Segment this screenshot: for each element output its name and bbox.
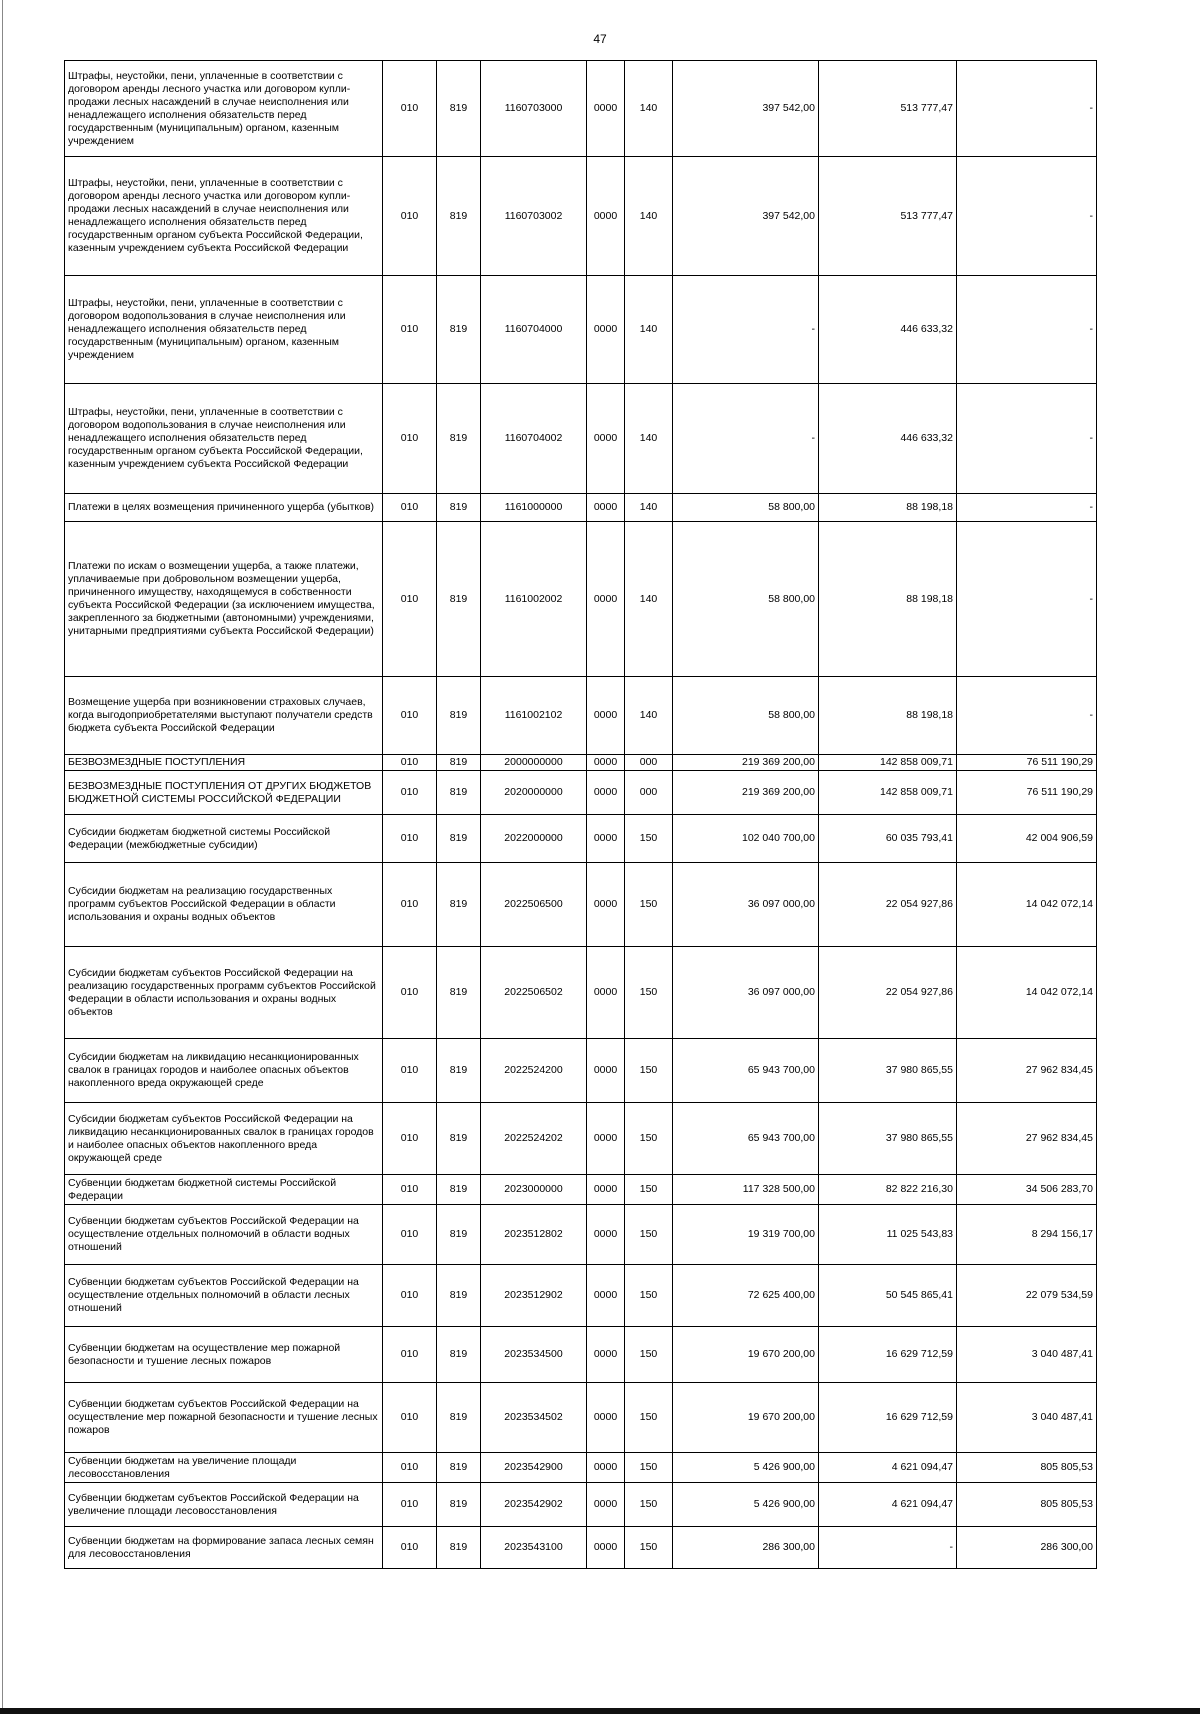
- row-remaining: 805 805,53: [957, 1483, 1097, 1527]
- row-assigned: 58 800,00: [673, 494, 819, 522]
- row-code-4: 150: [625, 863, 673, 947]
- row-remaining: 27 962 834,45: [957, 1103, 1097, 1175]
- row-remaining: 3 040 487,41: [957, 1327, 1097, 1383]
- row-code-3: 0000: [587, 1483, 625, 1527]
- row-kbk: 1161002102: [481, 677, 587, 755]
- row-code-4: 150: [625, 1383, 673, 1453]
- row-executed: 60 035 793,41: [819, 815, 957, 863]
- row-code-3: 0000: [587, 1175, 625, 1205]
- table-row: [65, 1453, 1097, 1483]
- row-executed: 11 025 543,83: [819, 1205, 957, 1265]
- row-remaining: -: [957, 677, 1097, 755]
- row-remaining: -: [957, 494, 1097, 522]
- row-executed: 37 980 865,55: [819, 1039, 957, 1103]
- row-kbk: 1160703000: [481, 61, 587, 157]
- row-code-2: 819: [437, 771, 481, 815]
- row-code-2: 819: [437, 1327, 481, 1383]
- row-executed: 446 633,32: [819, 384, 957, 494]
- row-assigned: 72 625 400,00: [673, 1265, 819, 1327]
- row-assigned: 397 542,00: [673, 61, 819, 157]
- row-executed: 446 633,32: [819, 276, 957, 384]
- row-code-4: 150: [625, 1483, 673, 1527]
- row-code-2: 819: [437, 1483, 481, 1527]
- row-code-4: 140: [625, 522, 673, 677]
- row-kbk: 1161002002: [481, 522, 587, 677]
- table-row: [65, 677, 1097, 755]
- row-kbk: 2020000000: [481, 771, 587, 815]
- row-kbk: 1160704000: [481, 276, 587, 384]
- row-code-2: 819: [437, 1383, 481, 1453]
- row-remaining: -: [957, 157, 1097, 276]
- row-code-3: 0000: [587, 384, 625, 494]
- row-code-2: 819: [437, 1039, 481, 1103]
- row-code-4: 150: [625, 1205, 673, 1265]
- row-name: Штрафы, неустойки, пени, уплаченные в соответствии с договором водопользования в случае неисполнения или ненадлежащего исполнения обязательств перед государственным (муниципальным) органом, казенным учреждением: [65, 276, 383, 384]
- row-code-4: 140: [625, 384, 673, 494]
- row-code-1: 010: [383, 276, 437, 384]
- row-name: Субвенции бюджетам на формирование запаса лесных семян для лесовосстановления: [65, 1527, 383, 1569]
- row-code-4: 150: [625, 1265, 673, 1327]
- row-remaining: -: [957, 522, 1097, 677]
- row-code-4: 150: [625, 1175, 673, 1205]
- table-row: [65, 157, 1097, 276]
- row-name: Субвенции бюджетам субъектов Российской Федерации на увеличение площади лесовосстановления: [65, 1483, 383, 1527]
- row-code-3: 0000: [587, 1265, 625, 1327]
- row-code-1: 010: [383, 863, 437, 947]
- row-code-3: 0000: [587, 771, 625, 815]
- table-row: [65, 61, 1097, 157]
- row-remaining: 76 511 190,29: [957, 755, 1097, 771]
- revenue-table: [64, 60, 1097, 1569]
- row-executed: 142 858 009,71: [819, 755, 957, 771]
- row-remaining: 76 511 190,29: [957, 771, 1097, 815]
- row-assigned: 19 670 200,00: [673, 1327, 819, 1383]
- row-kbk: 2000000000: [481, 755, 587, 771]
- row-name: Платежи в целях возмещения причиненного ущерба (убытков): [65, 494, 383, 522]
- row-remaining: 14 042 072,14: [957, 863, 1097, 947]
- row-code-3: 0000: [587, 677, 625, 755]
- table-row: [65, 1383, 1097, 1453]
- row-code-3: 0000: [587, 276, 625, 384]
- row-code-2: 819: [437, 276, 481, 384]
- row-name: Штрафы, неустойки, пени, уплаченные в соответствии с договором аренды лесного участка или договором купли-продажи лесных насаждений в случае неисполнения или ненадлежащего исполнения обязательств перед государственным (муниципальным) органом, казенным учреждением: [65, 61, 383, 157]
- row-code-4: 150: [625, 1103, 673, 1175]
- row-kbk: 2023512802: [481, 1205, 587, 1265]
- row-code-3: 0000: [587, 157, 625, 276]
- row-code-4: 150: [625, 1039, 673, 1103]
- row-assigned: 219 369 200,00: [673, 771, 819, 815]
- row-kbk: 2022506500: [481, 863, 587, 947]
- row-assigned: 219 369 200,00: [673, 755, 819, 771]
- table-row: [65, 494, 1097, 522]
- row-code-4: 140: [625, 276, 673, 384]
- row-kbk: 2023000000: [481, 1175, 587, 1205]
- row-name: БЕЗВОЗМЕЗДНЫЕ ПОСТУПЛЕНИЯ: [65, 755, 383, 771]
- row-executed: 16 629 712,59: [819, 1383, 957, 1453]
- table-row: [65, 755, 1097, 771]
- row-remaining: -: [957, 384, 1097, 494]
- row-remaining: 3 040 487,41: [957, 1383, 1097, 1453]
- row-remaining: 14 042 072,14: [957, 947, 1097, 1039]
- row-kbk: 2023542902: [481, 1483, 587, 1527]
- row-remaining: 8 294 156,17: [957, 1205, 1097, 1265]
- row-code-1: 010: [383, 755, 437, 771]
- row-name: Штрафы, неустойки, пени, уплаченные в соответствии с договором водопользования в случае неисполнения или ненадлежащего исполнения обязательств перед государственным органом субъекта Российской Федерации, казенным учреждением субъекта Российской Федерации: [65, 384, 383, 494]
- row-code-2: 819: [437, 522, 481, 677]
- row-executed: 82 822 216,30: [819, 1175, 957, 1205]
- row-executed: 50 545 865,41: [819, 1265, 957, 1327]
- table-row: [65, 276, 1097, 384]
- row-code-1: 010: [383, 1103, 437, 1175]
- row-code-3: 0000: [587, 61, 625, 157]
- row-executed: 513 777,47: [819, 157, 957, 276]
- table-row: [65, 863, 1097, 947]
- row-remaining: 22 079 534,59: [957, 1265, 1097, 1327]
- row-kbk: 1161000000: [481, 494, 587, 522]
- row-code-4: 000: [625, 755, 673, 771]
- row-code-2: 819: [437, 1175, 481, 1205]
- row-name: Субвенции бюджетам субъектов Российской Федерации на осуществление отдельных полномочий в области лесных отношений: [65, 1265, 383, 1327]
- row-code-4: 140: [625, 157, 673, 276]
- row-code-4: 000: [625, 771, 673, 815]
- row-assigned: 117 328 500,00: [673, 1175, 819, 1205]
- row-assigned: 397 542,00: [673, 157, 819, 276]
- row-name: Субвенции бюджетам на осуществление мер пожарной безопасности и тушение лесных пожаров: [65, 1327, 383, 1383]
- row-executed: 4 621 094,47: [819, 1483, 957, 1527]
- row-code-1: 010: [383, 522, 437, 677]
- row-code-3: 0000: [587, 1205, 625, 1265]
- row-name: Штрафы, неустойки, пени, уплаченные в соответствии с договором аренды лесного участка или договором купли-продажи лесных насаждений в случае неисполнения или ненадлежащего исполнения обязательств перед государственным органом субъекта Российской Федерации, казенным учреждением субъекта Российской Федерации: [65, 157, 383, 276]
- row-assigned: 102 040 700,00: [673, 815, 819, 863]
- row-remaining: 27 962 834,45: [957, 1039, 1097, 1103]
- row-executed: 142 858 009,71: [819, 771, 957, 815]
- row-code-3: 0000: [587, 522, 625, 677]
- row-name: Платежи по искам о возмещении ущерба, а также платежи, уплачиваемые при добровольном возмещении ущерба, причиненного имуществу, находящемуся в собственности субъекта Российской Федерации (за исключением имущества, закрепленного за бюджетными (автономными) учреждениями, унитарными предприятиями субъекта Российской Федерации): [65, 522, 383, 677]
- row-code-1: 010: [383, 157, 437, 276]
- row-assigned: 19 670 200,00: [673, 1383, 819, 1453]
- row-code-1: 010: [383, 1327, 437, 1383]
- row-code-3: 0000: [587, 863, 625, 947]
- row-executed: -: [819, 1527, 957, 1569]
- row-code-1: 010: [383, 771, 437, 815]
- row-executed: 37 980 865,55: [819, 1103, 957, 1175]
- row-assigned: 19 319 700,00: [673, 1205, 819, 1265]
- row-code-2: 819: [437, 1265, 481, 1327]
- row-executed: 16 629 712,59: [819, 1327, 957, 1383]
- row-kbk: 2023542900: [481, 1453, 587, 1483]
- row-assigned: 36 097 000,00: [673, 863, 819, 947]
- row-executed: 88 198,18: [819, 494, 957, 522]
- row-code-3: 0000: [587, 494, 625, 522]
- row-code-2: 819: [437, 947, 481, 1039]
- row-code-4: 150: [625, 1527, 673, 1569]
- row-code-2: 819: [437, 677, 481, 755]
- row-name: Субсидии бюджетам на ликвидацию несанкционированных свалок в границах городов и наиболее опасных объектов накопленного вреда окружающей среде: [65, 1039, 383, 1103]
- row-code-1: 010: [383, 1383, 437, 1453]
- row-code-1: 010: [383, 494, 437, 522]
- row-code-1: 010: [383, 1453, 437, 1483]
- row-code-3: 0000: [587, 1453, 625, 1483]
- row-code-3: 0000: [587, 1383, 625, 1453]
- row-kbk: 2022524200: [481, 1039, 587, 1103]
- table-row: [65, 1175, 1097, 1205]
- row-remaining: -: [957, 61, 1097, 157]
- table-row: [65, 384, 1097, 494]
- row-kbk: 1160704002: [481, 384, 587, 494]
- row-kbk: 2023534500: [481, 1327, 587, 1383]
- row-code-2: 819: [437, 61, 481, 157]
- row-assigned: 65 943 700,00: [673, 1039, 819, 1103]
- row-code-2: 819: [437, 815, 481, 863]
- row-code-1: 010: [383, 384, 437, 494]
- row-code-1: 010: [383, 947, 437, 1039]
- row-kbk: 2023543100: [481, 1527, 587, 1569]
- row-name: Субвенции бюджетам на увеличение площади лесовосстановления: [65, 1453, 383, 1483]
- row-executed: 22 054 927,86: [819, 947, 957, 1039]
- row-assigned: 58 800,00: [673, 677, 819, 755]
- row-code-3: 0000: [587, 1103, 625, 1175]
- row-code-4: 150: [625, 947, 673, 1039]
- row-assigned: 58 800,00: [673, 522, 819, 677]
- row-code-2: 819: [437, 863, 481, 947]
- row-executed: 513 777,47: [819, 61, 957, 157]
- row-code-3: 0000: [587, 1039, 625, 1103]
- table-row: [65, 815, 1097, 863]
- row-code-2: 819: [437, 755, 481, 771]
- row-remaining: 42 004 906,59: [957, 815, 1097, 863]
- row-code-3: 0000: [587, 755, 625, 771]
- row-kbk: 2022524202: [481, 1103, 587, 1175]
- row-kbk: 2022506502: [481, 947, 587, 1039]
- row-name: Субвенции бюджетам субъектов Российской Федерации на осуществление мер пожарной безопасности и тушение лесных пожаров: [65, 1383, 383, 1453]
- row-code-4: 150: [625, 1453, 673, 1483]
- row-code-1: 010: [383, 1483, 437, 1527]
- row-code-1: 010: [383, 61, 437, 157]
- row-assigned: 5 426 900,00: [673, 1453, 819, 1483]
- row-name: Субсидии бюджетам на реализацию государственных программ субъектов Российской Федерации в области использования и охраны водных объектов: [65, 863, 383, 947]
- row-name: Субвенции бюджетам бюджетной системы Российской Федерации: [65, 1175, 383, 1205]
- row-kbk: 2023534502: [481, 1383, 587, 1453]
- row-code-4: 140: [625, 61, 673, 157]
- row-code-2: 819: [437, 1527, 481, 1569]
- row-code-2: 819: [437, 494, 481, 522]
- row-code-4: 140: [625, 677, 673, 755]
- row-name: Субсидии бюджетам бюджетной системы Российской Федерации (межбюджетные субсидии): [65, 815, 383, 863]
- row-code-2: 819: [437, 1453, 481, 1483]
- row-executed: 88 198,18: [819, 522, 957, 677]
- row-code-4: 150: [625, 815, 673, 863]
- row-assigned: 65 943 700,00: [673, 1103, 819, 1175]
- table-row: [65, 1205, 1097, 1265]
- row-remaining: 805 805,53: [957, 1453, 1097, 1483]
- table-row: [65, 1039, 1097, 1103]
- row-executed: 22 054 927,86: [819, 863, 957, 947]
- row-code-3: 0000: [587, 1327, 625, 1383]
- row-executed: 4 621 094,47: [819, 1453, 957, 1483]
- table-body: [65, 61, 1097, 1569]
- row-code-2: 819: [437, 1205, 481, 1265]
- table-row: [65, 1265, 1097, 1327]
- row-kbk: 2022000000: [481, 815, 587, 863]
- row-code-1: 010: [383, 1265, 437, 1327]
- row-code-1: 010: [383, 1527, 437, 1569]
- row-remaining: -: [957, 276, 1097, 384]
- row-name: Возмещение ущерба при возникновении страховых случаев, когда выгодоприобретателями выступают получатели средств бюджета субъекта Российской Федерации: [65, 677, 383, 755]
- row-assigned: 5 426 900,00: [673, 1483, 819, 1527]
- table-row: [65, 1103, 1097, 1175]
- row-name: Субсидии бюджетам субъектов Российской Федерации на ликвидацию несанкционированных свалок в границах городов и наиболее опасных объектов накопленного вреда окружающей среде: [65, 1103, 383, 1175]
- row-code-1: 010: [383, 1175, 437, 1205]
- row-code-3: 0000: [587, 1527, 625, 1569]
- row-kbk: 1160703002: [481, 157, 587, 276]
- row-code-2: 819: [437, 157, 481, 276]
- row-remaining: 286 300,00: [957, 1527, 1097, 1569]
- row-code-1: 010: [383, 815, 437, 863]
- table-row: [65, 522, 1097, 677]
- row-code-2: 819: [437, 384, 481, 494]
- row-code-4: 150: [625, 1327, 673, 1383]
- row-assigned: -: [673, 384, 819, 494]
- row-assigned: 286 300,00: [673, 1527, 819, 1569]
- table-row: [65, 1483, 1097, 1527]
- row-code-3: 0000: [587, 815, 625, 863]
- row-code-1: 010: [383, 1205, 437, 1265]
- table-row: [65, 947, 1097, 1039]
- row-code-2: 819: [437, 1103, 481, 1175]
- row-assigned: 36 097 000,00: [673, 947, 819, 1039]
- row-name: Субвенции бюджетам субъектов Российской Федерации на осуществление отдельных полномочий в области водных отношений: [65, 1205, 383, 1265]
- scan-bottom-edge: [0, 1708, 1200, 1714]
- row-code-1: 010: [383, 677, 437, 755]
- row-name: Субсидии бюджетам субъектов Российской Федерации на реализацию государственных программ субъектов Российской Федерации в области использования и охраны водных объектов: [65, 947, 383, 1039]
- row-code-4: 140: [625, 494, 673, 522]
- page-number: 47: [593, 32, 607, 46]
- row-kbk: 2023512902: [481, 1265, 587, 1327]
- scan-left-edge: [2, 0, 3, 1714]
- row-code-3: 0000: [587, 947, 625, 1039]
- row-remaining: 34 506 283,70: [957, 1175, 1097, 1205]
- row-executed: 88 198,18: [819, 677, 957, 755]
- row-name: БЕЗВОЗМЕЗДНЫЕ ПОСТУПЛЕНИЯ ОТ ДРУГИХ БЮДЖЕТОВ БЮДЖЕТНОЙ СИСТЕМЫ РОССИЙСКОЙ ФЕДЕРАЦИИ: [65, 771, 383, 815]
- row-assigned: -: [673, 276, 819, 384]
- table-row: [65, 771, 1097, 815]
- table-row: [65, 1527, 1097, 1569]
- row-code-1: 010: [383, 1039, 437, 1103]
- table-row: [65, 1327, 1097, 1383]
